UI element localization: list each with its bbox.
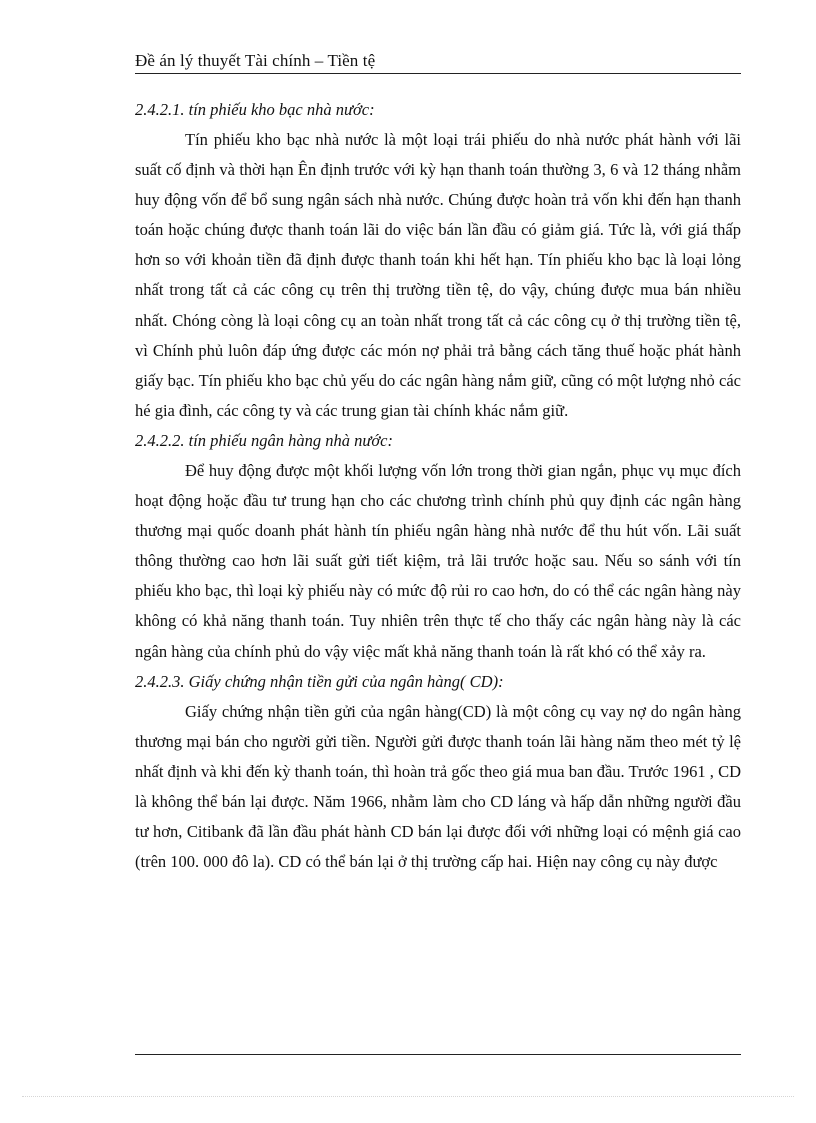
section-treasury-bills: [135, 95, 741, 426]
section-paragraph: Giấy chứng nhận tiền gửi của ngân hàng(CD) là một công cụ vay nợ do ngân hàng thương mại bán cho người gửi tiền. Người gửi được thanh toán lãi hàng năm theo mét tỷ lệ nhất định và khi đến kỳ thanh toán, thì hoàn trả gốc theo giá mua ban đầu. Trước 1961 , CD là không thể bán lại được. Năm 1966, nhằm làm cho CD láng và hấp dẫn những người đầu tư hơn, Citibank đã lần đầu phát hành CD bán lại được đối với những loại có mệnh giá cao (trên 100. 000 đô la). CD có thể bán lại ở thị trường cấp hai. Hiện nay công cụ này được: [135, 701, 741, 872]
section-heading: 2.4.2.1. tín phiếu kho bạc nhà nước:: [135, 100, 375, 119]
section-heading: 2.4.2.3. Giấy chứng nhận tiền gửi của ngân hàng( CD):: [135, 671, 504, 691]
footer-divider: [135, 1054, 741, 1055]
section-certificates-of-deposit: [135, 667, 741, 878]
section-paragraph: Để huy động được một khối lượng vốn lớn trong thời gian ngắn, phục vụ mục đích hoạt động hoặc đầu tư trung hạn cho các chương trình chính phủ quy định các ngân hàng thương mại quốc doanh phát hành tín phiếu ngân hàng nhà nước để thu hút vốn. Lãi suất thông thường cao hơn lãi suất gửi tiết kiệm, trả lãi trước hoặc sau. Nếu so sánh với tín phiếu kho bạc, thì loại kỳ phiếu này có mức độ rủi ro cao hơn, do có thể các ngân hàng này không có khả năng thanh toán. Tuy nhiên trên thực tế cho thấy các ngân hàng này là các ngân hàng của chính phủ do vậy việc mất khả năng thanh toán là rất khó có thể xảy ra.: [135, 460, 741, 661]
page-bottom-edge: [22, 1096, 794, 1097]
page-header: Đề án lý thuyết Tài chính – Tiền tệ: [135, 50, 741, 74]
section-paragraph: Tín phiếu kho bạc nhà nước là một loại trái phiếu do nhà nước phát hành với lãi suất cố định và thời hạn Ên định trước với kỳ hạn thanh toán thường 3, 6 và 12 tháng nhằm huy động vốn để bổ sung ngân sách nhà nước. Chúng được hoàn trả vốn khi đến hạn thanh toán hoặc chúng được thanh toán lãi do việc bán lần đầu có giảm giá. Tức là, với giá thấp hơn so với khoản tiền đã định được thanh toán khi hết hạn. Tín phiếu kho bạc là loại lỏng nhất trong tất cả các công cụ trên thị trường tiền tệ, do vậy, chúng được mua bán nhiều nhất. Chóng còng là loại công cụ an toàn nhất trong tất cả các công cụ ở thị trường tiền tệ, vì Chính phủ luôn đáp ứng được các món nợ phải trả bằng cách tăng thuế hoặc phát hành giấy bạc. Tín phiếu kho bạc chủ yếu do các ngân hàng nắm giữ, cũng có một lượng nhỏ các hé gia đình, các công ty và các trung gian tài chính khác nắm giữ.: [135, 130, 741, 420]
section-central-bank-bills: [135, 426, 741, 667]
section-heading: 2.4.2.2. tín phiếu ngân hàng nhà nước:: [135, 430, 393, 450]
document-body: [135, 95, 741, 877]
